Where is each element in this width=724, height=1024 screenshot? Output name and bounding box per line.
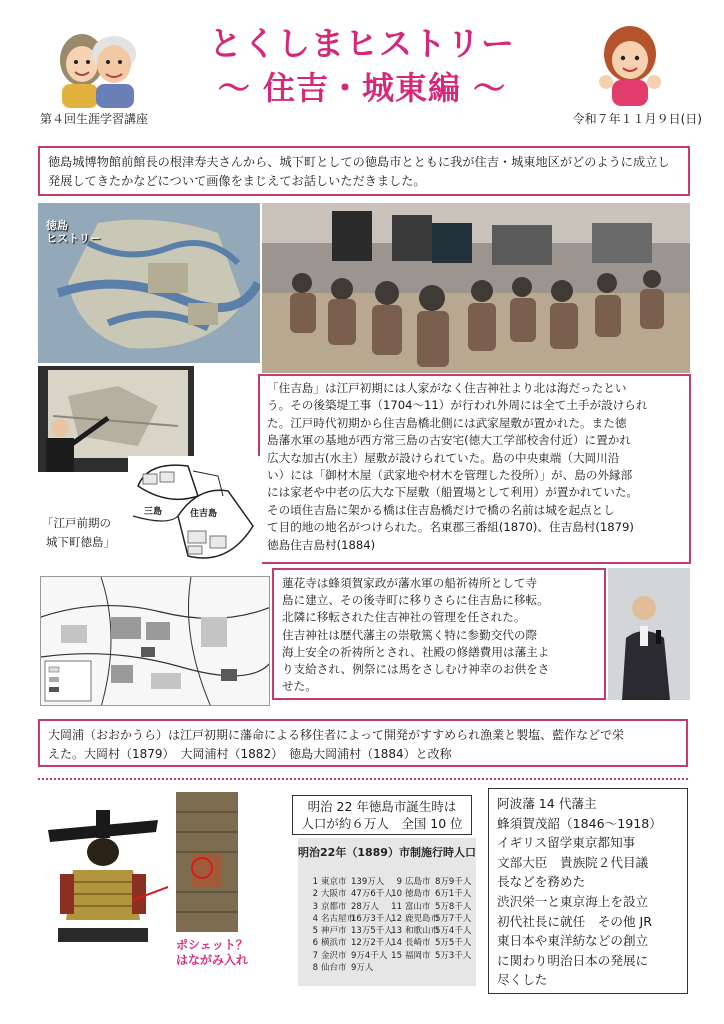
bio-line: 蜂須賀茂韶（1846～1918）: [497, 815, 662, 831]
table-row: 14 長崎市 5万5千人: [391, 938, 472, 949]
table-row: 6 横浜市 12万2千人: [312, 938, 393, 949]
box2-line: 住吉神社は歴代藩主の崇敬篤く特に参勤交代の際: [282, 627, 538, 642]
table-row: 10 徳島市 6万1千人: [391, 889, 472, 900]
ooka-line: 大岡浦（おおかうら）は江戸初期に藩命による移住者によって開発がすすめられ漁業と製塩、藍作などで栄: [48, 728, 625, 742]
box2-line: せた。: [282, 679, 317, 694]
bio-line: イギリス留学東京都知事: [497, 835, 636, 851]
table-row: 13 和歌山市 5万4千人: [391, 926, 472, 937]
stat-line: 明治 22 年徳島市誕生時は: [307, 799, 457, 814]
table-row: 12 鹿児島市 5万7千人: [391, 913, 472, 924]
armor-detail-photo: [176, 792, 238, 932]
table-right-column: [390, 876, 475, 962]
pochette-line: ポシェット？: [176, 938, 248, 952]
box1-line: 徳島住吉島村(1884): [267, 537, 376, 552]
caption-line: 城下町徳島」: [46, 535, 115, 549]
box2-line: 北隣に移転された住吉神社の管理を任された。: [282, 610, 526, 625]
ookaura-text: [38, 719, 688, 767]
table-row: 8 仙台市 9万人: [312, 963, 374, 974]
population-table-photo: [298, 838, 476, 986]
castle-town-map: [40, 576, 270, 706]
bio-line: 尽くした: [497, 972, 548, 988]
table-row: 3 京都市 28万人: [312, 901, 379, 912]
box1-line: その頃住吉島に架かる橋は住吉島橋だけで橋の名前は城を起点とし: [267, 502, 615, 517]
map-title-label: 徳島 ヒストリー: [46, 219, 101, 245]
caption-line: 「江戸前期の: [42, 516, 111, 530]
table-row: 9 広島市 8万9千人: [396, 877, 472, 887]
pochette-line: はながみ入れ: [176, 953, 249, 967]
sketch-label-sanjima: 三島: [144, 507, 163, 517]
ooka-line: えた。大岡村（1879） 大岡浦村（1882） 徳島大岡浦村（1884）と改称: [48, 747, 452, 761]
sketch-map: [128, 456, 262, 572]
renkeji-shrine-text: [272, 568, 606, 700]
page-title: とくしまヒストリー: [209, 24, 515, 63]
lecture-hall-photo: [262, 203, 690, 373]
box1-line: た。江戸時代初期から住吉島橋北側には武家屋敷が置かれた。また徳: [267, 415, 627, 430]
box1-line: う。その後築堤工事（1704～11）が行われ外周には全て土手が設けられ: [267, 398, 648, 413]
bio-line: 文部大臣 貴族院２代目議: [497, 854, 649, 870]
intro-text: 徳島城博物館前館長の根津寿夫さんから、城下町としての徳島市とともに我が住吉・城東地区がどのように成立し発展してきたかなどについて画像をまじえてお話しいただきました。: [38, 146, 690, 196]
bio-line: 阿波藩 14 代藩主: [497, 796, 597, 811]
hachisuka-bio-box: [488, 788, 688, 994]
table-row: 5 神戸市 13万5千人: [312, 926, 393, 937]
population-stat-box: [292, 795, 472, 835]
girl-illustration: [594, 20, 666, 106]
box1-line: 広大な加古(水主）屋敷が設けられていた。島の中央東端（大岡川沿: [267, 450, 620, 465]
box2-line: 蓮花寺は蜂須賀家政が藩水軍の船祈祷所として寺: [282, 576, 538, 590]
page-subtitle: ～ 住吉・城東編 ～: [217, 69, 507, 107]
table-row: 7 金沢市 9万4千人: [312, 950, 388, 961]
table-row: 4 名古屋市 16万3千人: [312, 913, 393, 924]
table-left-column: [306, 876, 391, 974]
stat-line: 人口が約６万人 全国 10 位: [301, 816, 463, 831]
table-row: 2 大阪市 47万6千人: [312, 889, 393, 900]
bio-line: 初代社長に就任 その他 JR: [497, 913, 652, 929]
bio-line: 長などを務めた: [497, 874, 586, 890]
historical-map-photo: [38, 203, 260, 363]
box2-line: 島に建立、その後寺町に移りさらに住吉島に移転。: [282, 593, 549, 608]
box1-line: 島藩水軍の基地が西方常三島の古安宅(徳大工学部校舎付近）に置かれ: [267, 433, 631, 448]
sketch-label-sumiyoshijima: 住吉島: [190, 509, 218, 519]
pochette-caption: [176, 938, 248, 968]
box1-line: て目的地の地名がつけられた。名東郡三番組(1870)、住吉島村(1879): [267, 520, 634, 535]
box1-line: には家老や中老の広大な下屋敷（船置場として利用）が置かれていた。: [267, 485, 639, 500]
box1-line: 「住吉島」は江戸初期には人家がなく住吉神社より北は海だったとい: [267, 381, 627, 395]
bio-line: に関わり明治日本の発展に: [497, 952, 649, 968]
section-divider: [38, 778, 688, 780]
table-row: 11 富山市 5万8千人: [391, 901, 472, 912]
box2-line: り支給され、例祭には馬をさしむけ神幸のお供をさ: [282, 662, 550, 677]
edo-map-caption: [42, 514, 115, 552]
lecture-label: 第４回生涯学習講座: [40, 112, 149, 126]
lecturer-photo: [608, 568, 690, 700]
bio-line: 渋沢栄一と東京海上を設立: [497, 893, 649, 909]
samurai-armor-photo: [38, 800, 168, 950]
table-row: 15 福岡市 5万3千人: [391, 950, 472, 961]
table-row: 1 東京市 139万人: [312, 877, 385, 887]
sumiyoshi-island-text: [258, 374, 691, 564]
box2-line: 海上安全の祈祷所とされ、社殿の修繕費用は藩主よ: [282, 644, 550, 659]
event-date: 令和７年１１月９日(日): [572, 112, 702, 126]
bio-line: 東日本や東洋紡などの創立: [497, 933, 649, 949]
box1-line: い）には「御材木屋（武家地や材木を管理した役所）」が、島の外縁部: [267, 468, 633, 483]
table-title: 明治22年（1889）市制施行時人口: [298, 846, 476, 859]
